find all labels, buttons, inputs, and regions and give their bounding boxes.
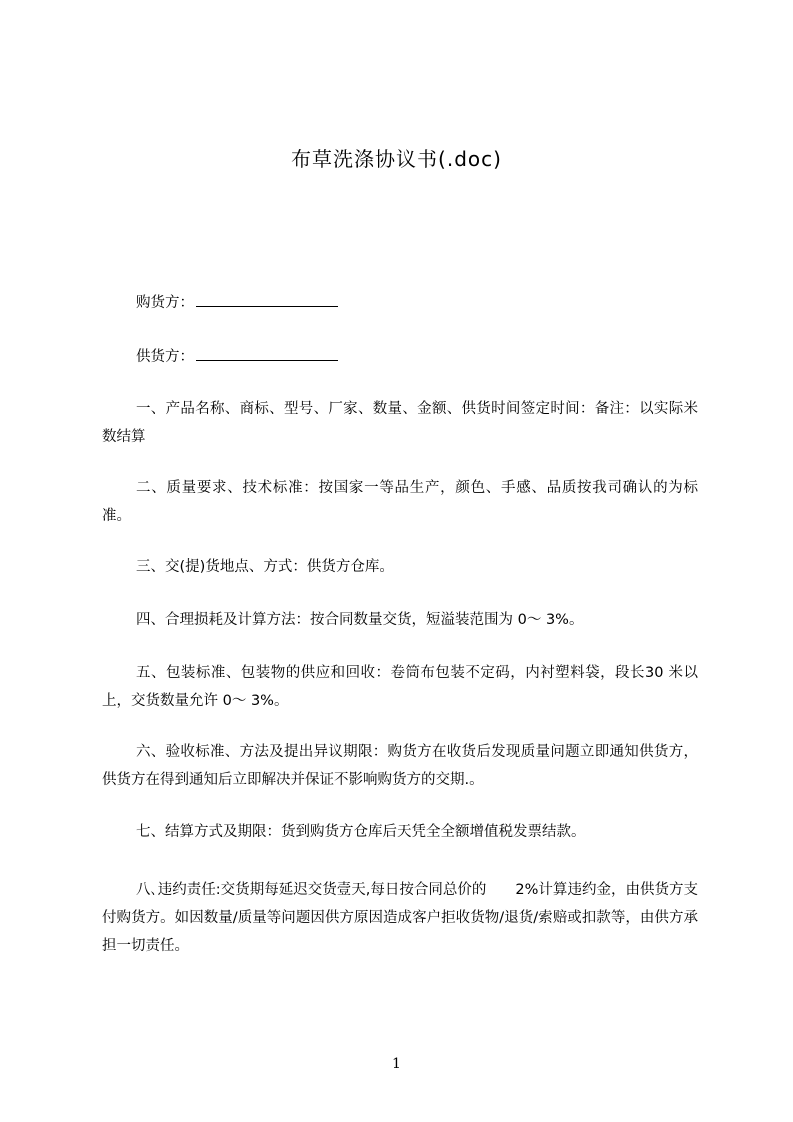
clause-3: 三、交(提)货地点、方式：供货方仓库。 (136, 559, 394, 575)
supplier-blank-line[interactable] (196, 345, 338, 361)
buyer-field (136, 291, 338, 312)
clause-8: 八､违约责任:交货期每延迟交货壹天,每日按合同总价的 2%计算违约金，由供货方支付购货方。如因数量/质量等问题因供方原因造成客户拒收货物/退货/索赔或扣款等，由供方承担一切责任。 (102, 882, 698, 954)
clause-6: 六、验收标准、方法及提出异议期限：购货方在收货后发现质量问题立即通知供货方，供货方在得到通知后立即解决并保证不影响购货方的交期.。 (102, 744, 698, 788)
buyer-label: 购货方： (136, 295, 194, 311)
buyer-blank-line[interactable] (196, 291, 338, 307)
supplier-label: 供货方： (136, 349, 194, 365)
clause-2: 二、质量要求、技术标准：按国家一等品生产，颜色、手感、品质按我司确认的为标准。 (102, 480, 698, 524)
clause-4: 四、合理损耗及计算方法：按合同数量交货，短溢装范围为 0～ 3%。 (136, 612, 584, 628)
clause-5: 五、包装标准、包装物的供应和回收：卷筒布包装不定码，内衬塑料袋，段长30 米以上，交货数量允许 0～ 3%。 (102, 665, 698, 709)
clause-1: 一、产品名称、商标、型号、厂家、数量、金额、供货时间签定时间：备注：以实际米数结算 (102, 401, 698, 445)
document-title: 布草洗涤协议书(.doc) (291, 147, 502, 171)
page-number: 1 (392, 1056, 401, 1072)
supplier-field (136, 345, 338, 366)
clause-7: 七、结算方式及期限：货到购货方仓库后天凭全全额增值税发票结款。 (136, 824, 586, 840)
